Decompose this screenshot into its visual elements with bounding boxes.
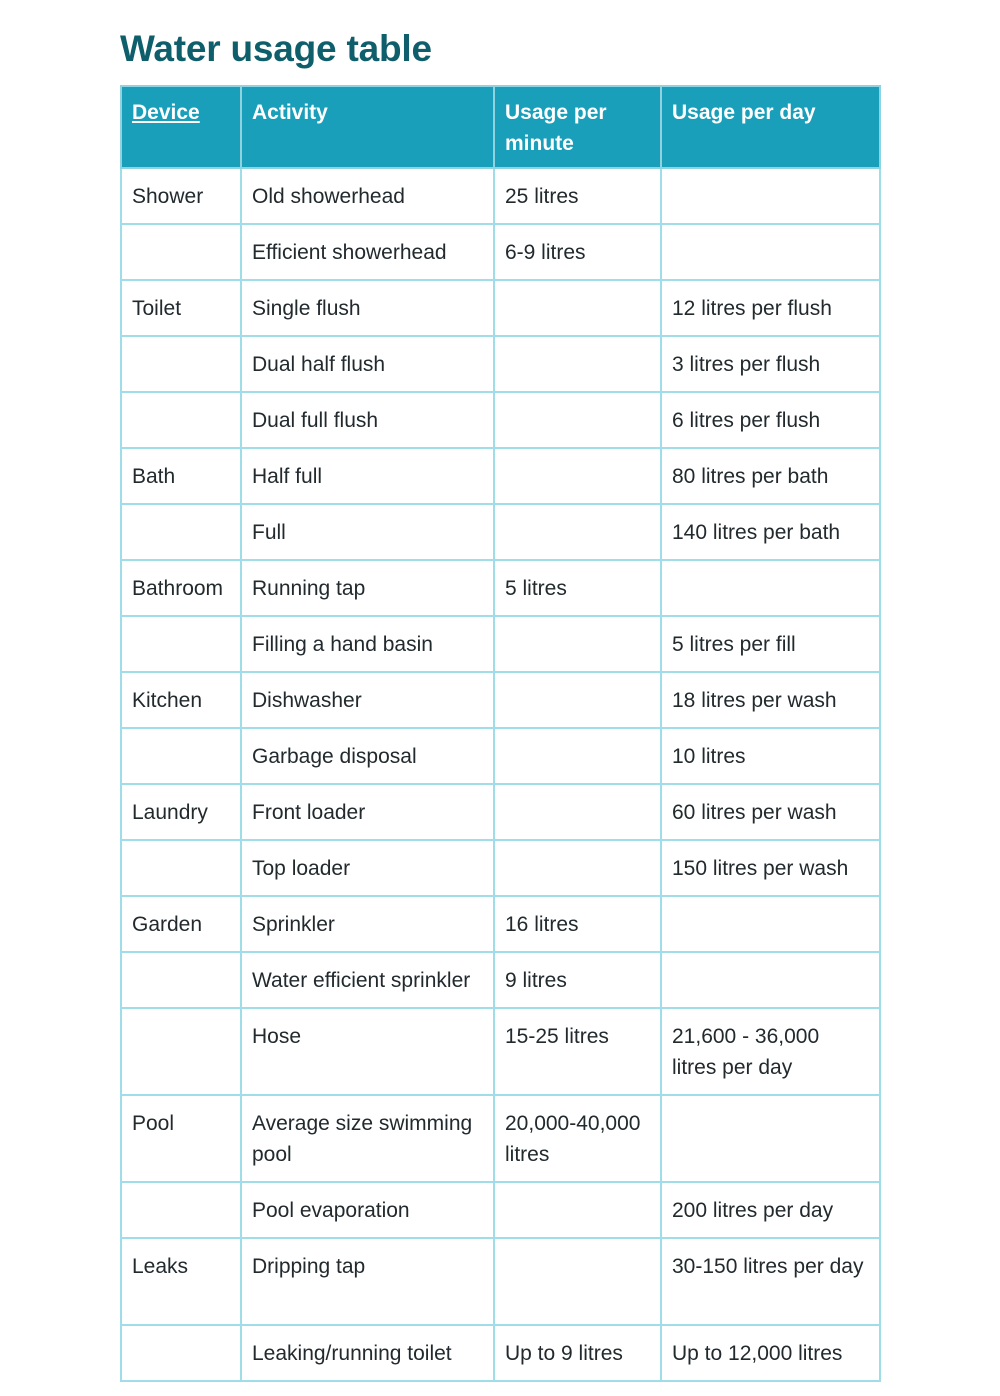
cell-device: Bathroom (121, 560, 241, 616)
cell-device: Pool (121, 1095, 241, 1182)
cell-device (121, 1182, 241, 1238)
cell-usage-per-day: 3 litres per flush (661, 336, 880, 392)
cell-device (121, 840, 241, 896)
cell-usage-per-minute (494, 448, 661, 504)
column-header-activity: Activity (241, 86, 494, 168)
cell-usage-per-day: 60 litres per wash (661, 784, 880, 840)
cell-usage-per-minute (494, 504, 661, 560)
cell-usage-per-day (661, 896, 880, 952)
cell-usage-per-day: 10 litres (661, 728, 880, 784)
cell-device (121, 1325, 241, 1381)
cell-usage-per-day (661, 1095, 880, 1182)
water-usage-table (120, 85, 881, 1382)
table-row (121, 504, 880, 560)
cell-usage-per-minute: Up to 9 litres (494, 1325, 661, 1381)
column-header-usage-per-minute: Usage per minute (494, 86, 661, 168)
cell-device: Toilet (121, 280, 241, 336)
cell-usage-per-day: 200 litres per day (661, 1182, 880, 1238)
column-header-device (121, 86, 241, 168)
table-row (121, 784, 880, 840)
cell-device (121, 336, 241, 392)
cell-device: Bath (121, 448, 241, 504)
cell-usage-per-day: 21,600 - 36,000 litres per day (661, 1008, 880, 1095)
cell-activity: Sprinkler (241, 896, 494, 952)
cell-activity: Dishwasher (241, 672, 494, 728)
cell-usage-per-day: 5 litres per fill (661, 616, 880, 672)
cell-activity: Garbage disposal (241, 728, 494, 784)
table-row (121, 840, 880, 896)
cell-usage-per-minute (494, 336, 661, 392)
cell-usage-per-day: 6 litres per flush (661, 392, 880, 448)
cell-usage-per-day: 12 litres per flush (661, 280, 880, 336)
table-row (121, 280, 880, 336)
cell-activity: Dual half flush (241, 336, 494, 392)
table-row (121, 560, 880, 616)
table-row (121, 224, 880, 280)
table-row (121, 392, 880, 448)
table-row (121, 1238, 880, 1325)
table-header-row (121, 86, 880, 168)
table-row (121, 336, 880, 392)
cell-device (121, 392, 241, 448)
cell-activity: Filling a hand basin (241, 616, 494, 672)
cell-usage-per-minute (494, 280, 661, 336)
cell-usage-per-minute: 25 litres (494, 168, 661, 224)
cell-activity: Average size swimming pool (241, 1095, 494, 1182)
cell-device (121, 504, 241, 560)
cell-usage-per-minute (494, 840, 661, 896)
cell-activity: Water efficient sprinkler (241, 952, 494, 1008)
table-row (121, 1182, 880, 1238)
cell-activity: Hose (241, 1008, 494, 1095)
cell-usage-per-minute (494, 784, 661, 840)
table-row (121, 616, 880, 672)
cell-activity: Dripping tap (241, 1238, 494, 1325)
table-body (121, 168, 880, 1381)
cell-usage-per-minute: 20,000-40,000 litres (494, 1095, 661, 1182)
table-row (121, 896, 880, 952)
cell-activity: Front loader (241, 784, 494, 840)
cell-activity: Running tap (241, 560, 494, 616)
page-title: Water usage table (120, 28, 432, 69)
cell-device (121, 1008, 241, 1095)
cell-usage-per-minute (494, 728, 661, 784)
cell-usage-per-minute: 9 litres (494, 952, 661, 1008)
cell-device: Shower (121, 168, 241, 224)
cell-usage-per-day (661, 952, 880, 1008)
cell-activity: Pool evaporation (241, 1182, 494, 1238)
cell-usage-per-minute (494, 392, 661, 448)
cell-device: Kitchen (121, 672, 241, 728)
cell-usage-per-minute (494, 616, 661, 672)
table-row (121, 672, 880, 728)
cell-usage-per-minute: 6-9 litres (494, 224, 661, 280)
table-row (121, 1008, 880, 1095)
cell-device: Leaks (121, 1238, 241, 1325)
cell-usage-per-day: 18 litres per wash (661, 672, 880, 728)
column-header-usage-per-day: Usage per day (661, 86, 880, 168)
cell-usage-per-day (661, 560, 880, 616)
cell-usage-per-day: 140 litres per bath (661, 504, 880, 560)
cell-activity: Single flush (241, 280, 494, 336)
cell-usage-per-minute (494, 1182, 661, 1238)
cell-usage-per-day: Up to 12,000 litres (661, 1325, 880, 1381)
table-row (121, 1095, 880, 1182)
cell-activity: Top loader (241, 840, 494, 896)
table-row (121, 728, 880, 784)
cell-usage-per-day: 30-150 litres per day (661, 1238, 880, 1325)
cell-device: Laundry (121, 784, 241, 840)
cell-activity: Efficient showerhead (241, 224, 494, 280)
table-row (121, 952, 880, 1008)
cell-usage-per-day (661, 168, 880, 224)
table-row (121, 168, 880, 224)
cell-usage-per-day: 80 litres per bath (661, 448, 880, 504)
cell-usage-per-minute: 5 litres (494, 560, 661, 616)
cell-device (121, 616, 241, 672)
cell-activity: Full (241, 504, 494, 560)
table-row (121, 1325, 880, 1381)
cell-device (121, 224, 241, 280)
cell-usage-per-day: 150 litres per wash (661, 840, 880, 896)
table-row (121, 448, 880, 504)
cell-device (121, 952, 241, 1008)
cell-usage-per-minute: 15-25 litres (494, 1008, 661, 1095)
cell-usage-per-minute: 16 litres (494, 896, 661, 952)
cell-usage-per-day (661, 224, 880, 280)
cell-activity: Half full (241, 448, 494, 504)
cell-usage-per-minute (494, 1238, 661, 1325)
cell-device: Garden (121, 896, 241, 952)
cell-activity: Old showerhead (241, 168, 494, 224)
cell-activity: Leaking/running toilet (241, 1325, 494, 1381)
cell-activity: Dual full flush (241, 392, 494, 448)
cell-usage-per-minute (494, 672, 661, 728)
cell-device (121, 728, 241, 784)
device-header-link[interactable]: Device (132, 101, 200, 124)
